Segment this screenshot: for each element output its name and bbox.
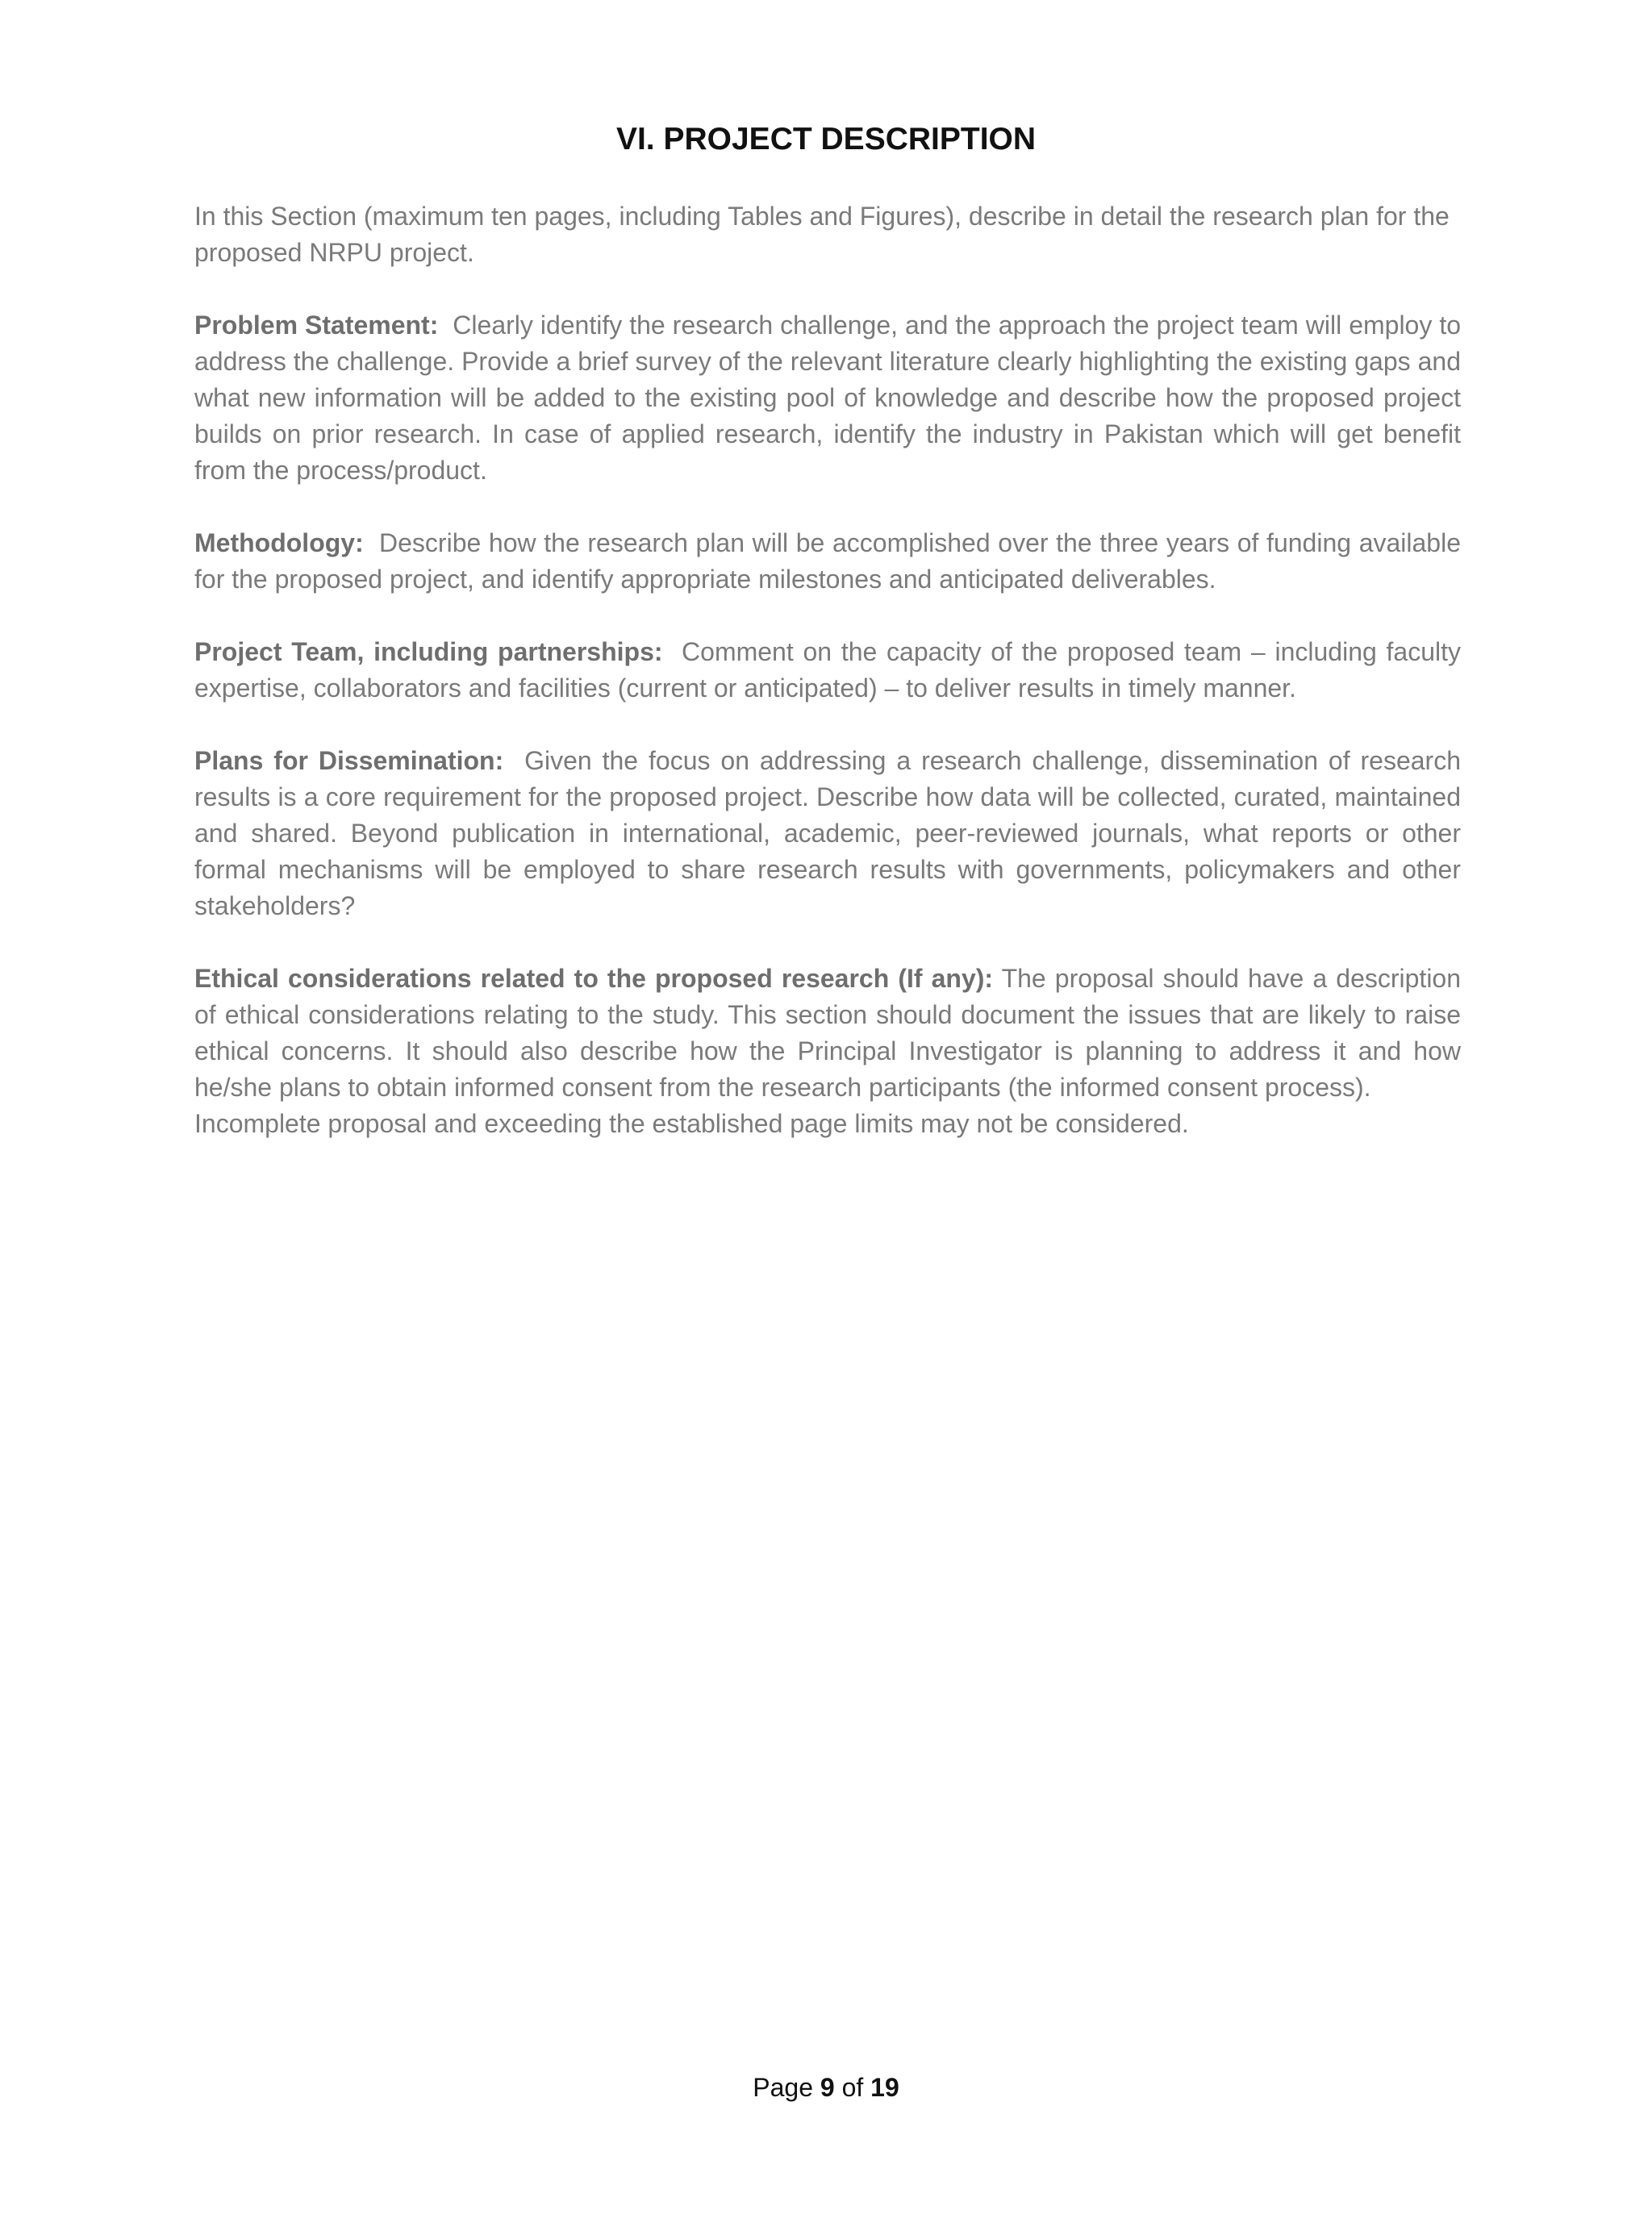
- methodology-text: Describe how the research plan will be accomplished over the three years of funding available for the proposed project, and identify appropriate milestones and anticipated deliverables.: [194, 528, 1462, 594]
- of-word: of: [841, 2073, 864, 2102]
- page-word: Page: [753, 2073, 813, 2102]
- ethical-considerations-paragraph: [194, 961, 1461, 1106]
- dissemination-label: Plans for Dissemination:: [194, 746, 504, 775]
- dissemination-text: Given the focus on addressing a research challenge, dissemination of research results is a core requirement for the proposed project. Describe how data will be collected, curated, maintained and shared. Beyond publication in international, academic, peer-reviewed journals, what reports or other formal mechanisms will be employed to share research results with governments, policymakers and other stakeholders?: [194, 746, 1462, 920]
- problem-statement-label: Problem Statement:: [194, 311, 439, 340]
- problem-statement-text: Clearly identify the research challenge, and the approach the project team will employ to address the challenge. Provide a brief survey of the relevant literature clearly highlighting the existing gaps and what new information will be added to the existing pool of knowledge and describe how the proposed project builds on prior research. In case of applied research, identify the industry in Pakistan which will get benefit from the process/product.: [194, 311, 1461, 485]
- ethical-considerations-text: The proposal should have a description of ethical considerations relating to the study. This section should document the issues that are likely to raise ethical concerns. It should also describe how the Principal Investigator is planning to address it and how he/she plans to obtain informed consent from the research participants (the informed consent process).: [194, 964, 1462, 1102]
- project-team-paragraph: [194, 634, 1461, 707]
- section-title: VI. PROJECT DESCRIPTION: [615, 122, 1037, 156]
- methodology-label: Methodology:: [194, 528, 364, 557]
- ethical-considerations-label: Ethical considerations related to the proposed research (If any):: [194, 964, 994, 993]
- closing-note: Incomplete proposal and exceeding the established page limits may not be considered.: [194, 1109, 1189, 1138]
- project-team-text: Comment on the capacity of the proposed team – including faculty expertise, collaborators and facilities (current or anticipated) – to deliver results in timely manner.: [194, 637, 1462, 703]
- problem-statement-paragraph: [194, 307, 1461, 489]
- page-footer: [0, 2071, 1652, 2104]
- project-team-label: Project Team, including partnerships:: [194, 637, 663, 666]
- dissemination-paragraph: [194, 743, 1461, 924]
- current-page-number: 9: [820, 2073, 835, 2102]
- intro-paragraph: In this Section (maximum ten pages, including Tables and Figures), describe in detail the research plan for the proposed NRPU project.: [194, 202, 1450, 267]
- total-pages-number: 19: [870, 2073, 899, 2102]
- methodology-paragraph: [194, 525, 1461, 598]
- section-body: [194, 198, 1461, 1142]
